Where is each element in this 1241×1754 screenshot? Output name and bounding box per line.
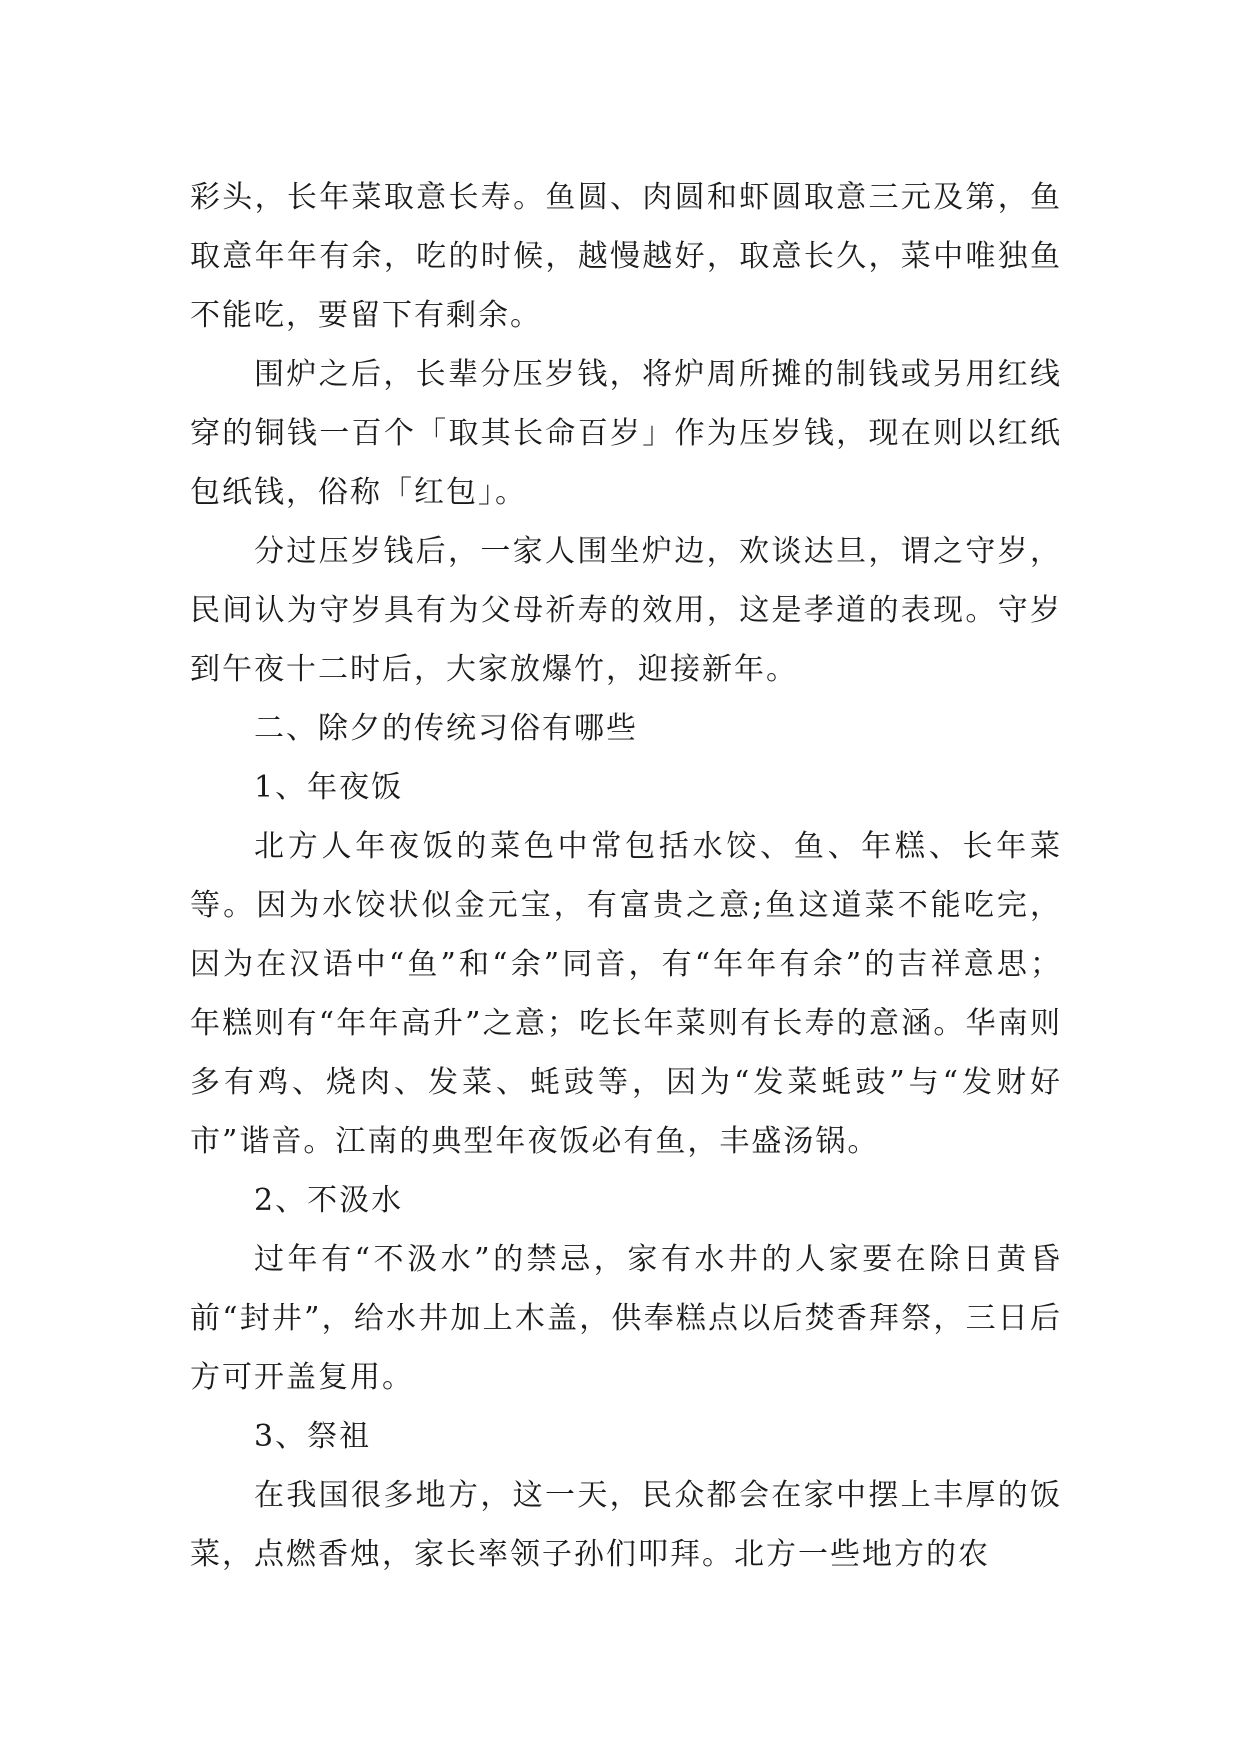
subheading-no-water: 2、不汲水	[254, 1183, 404, 1218]
paragraph-shousui: 分过压岁钱后，一家人围坐炉边，欢谈达旦，谓之守岁，民间认为守岁具有为父母祈寿的效用，这是孝道的表现。守岁到午夜十二时后，大家放爆竹，迎接新年。	[190, 534, 1062, 687]
subheading-reunion-dinner: 1、年夜饭	[254, 770, 404, 805]
paragraph-continuation: 彩头，长年菜取意长寿。鱼圆、肉圆和虾圆取意三元及第，鱼取意年年有余，吃的时候，越慢越好，取意长久，菜中唯独鱼不能吃，要留下有剩余。	[190, 180, 1062, 333]
document-body	[190, 168, 1062, 1584]
section-heading: 二、除夕的传统习俗有哪些	[254, 711, 638, 746]
paragraph-red-envelope: 围炉之后，长辈分压岁钱，将炉周所摊的制钱或另用红线穿的铜钱一百个「取其长命百岁」作为压岁钱，现在则以红纸包纸钱，俗称「红包」。	[190, 357, 1062, 510]
subheading-ancestor-worship: 3、祭祖	[254, 1419, 372, 1454]
paragraph-ancestor-worship: 在我国很多地方，这一天，民众都会在家中摆上丰厚的饭菜，点燃香烛，家长率领子孙们叩拜。北方一些地方的农	[190, 1478, 1062, 1572]
paragraph-no-water: 过年有“不汲水”的禁忌，家有水井的人家要在除日黄昏前“封井”，给水井加上木盖，供奉糕点以后焚香拜祭，三日后方可开盖复用。	[190, 1242, 1062, 1395]
paragraph-reunion-dinner: 北方人年夜饭的菜色中常包括水饺、鱼、年糕、长年菜等。因为水饺状似金元宝，有富贵之意;鱼这道菜不能吃完，因为在汉语中“鱼”和“余”同音，有“年年有余”的吉祥意思；年糕则有“年年高升”之意；吃长年菜则有长寿的意涵。华南则多有鸡、烧肉、发菜、蚝豉等，因为“发菜蚝豉”与“发财好市”谐音。江南的典型年夜饭必有鱼，丰盛汤锅。	[190, 829, 1062, 1159]
